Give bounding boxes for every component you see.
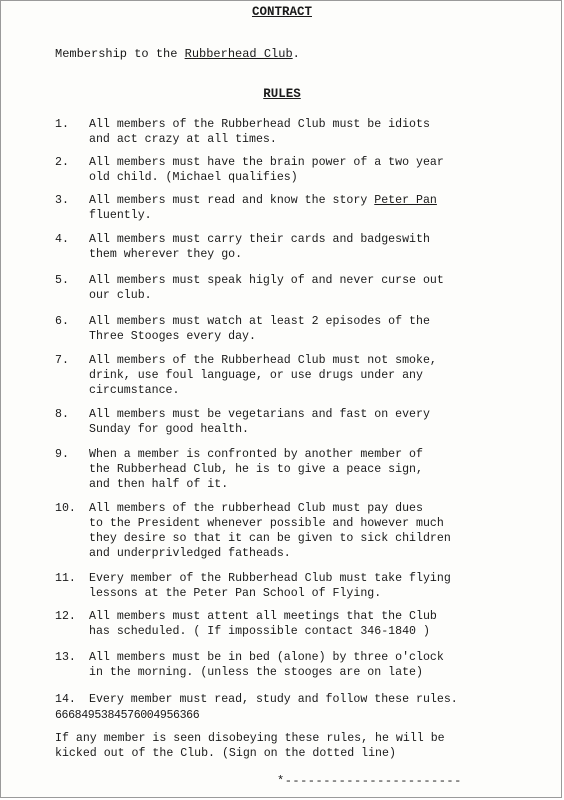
rules-heading: RULES: [263, 87, 301, 101]
rule-text: All members must have the brain power of a two year old child. (Michael qualifies): [89, 156, 444, 184]
rule-3-post: fluently.: [89, 209, 152, 222]
rule-number: 5.: [55, 274, 69, 287]
rule-number: 12.: [55, 610, 76, 623]
intro-prefix: Membership to the: [55, 47, 185, 61]
rule-text: All members of the Rubberhead Club must be idiots and act crazy at all times.: [89, 118, 430, 146]
rule-text: All members must carry their cards and badgeswith them wherever they go.: [89, 233, 430, 261]
rule-text: All members must be in bed (alone) by three o'clock in the morning. (unless the stooges are on late): [89, 651, 444, 679]
intro-suffix: .: [292, 47, 300, 61]
rule-number: 13.: [55, 651, 76, 664]
rule-number: 10.: [55, 502, 76, 515]
rule-text: When a member is confronted by another member of the Rubberhead Club, he is to give a peace sign, and then half of it.: [89, 448, 423, 491]
rule-text: [89, 193, 559, 223]
rule-number: 7.: [55, 354, 69, 367]
club-name: Rubberhead Club: [184, 47, 293, 61]
rule-text: All members of the Rubberhead Club must not smoke, drink, use foul language, or use drugs under any circumstance.: [89, 354, 437, 397]
rule-number: 9.: [55, 448, 69, 461]
rule-number: 14.: [55, 693, 76, 706]
rule-text: Every member of the Rubberhead Club must take flying lessons at the Peter Pan School of Flying.: [89, 572, 451, 600]
book-title: Peter Pan: [374, 194, 437, 207]
rule-3-pre: All members must read and know the story: [89, 194, 375, 207]
typed-digits: 6668495384576004956366: [55, 709, 200, 722]
rule-text: All members must speak higly of and never curse out our club.: [89, 274, 444, 302]
rule-text: All members must watch at least 2 episodes of the Three Stooges every day.: [89, 315, 430, 343]
rule-number: 2.: [55, 156, 69, 169]
rule-number: 11.: [55, 572, 76, 585]
rule-text: All members must be vegetarians and fast on every Sunday for good health.: [89, 408, 430, 436]
rule-number: 3.: [55, 194, 69, 207]
page-title: CONTRACT: [251, 5, 312, 19]
rule-text: Every member must read, study and follow these rules.: [89, 693, 458, 706]
rule-text: All members of the rubberhead Club must pay dues to the President whenever possible and however much they desire so that it can be given to sick children and underprivledged fatheads.: [89, 502, 451, 560]
rule-number: 6.: [55, 315, 69, 328]
signature-line[interactable]: *-----------------------: [277, 774, 462, 788]
rule-text: All members must attent all meetings that the Club has scheduled. ( If impossible contact 346-1840 ): [89, 610, 437, 638]
closing-statement: If any member is seen disobeying these rules, he will be kicked out of the Club. (Sign on the dotted line): [55, 732, 445, 760]
membership-line: [55, 47, 300, 61]
rule-number: 1.: [55, 118, 69, 131]
rule-number: 4.: [55, 233, 69, 246]
rule-number: 8.: [55, 408, 69, 421]
